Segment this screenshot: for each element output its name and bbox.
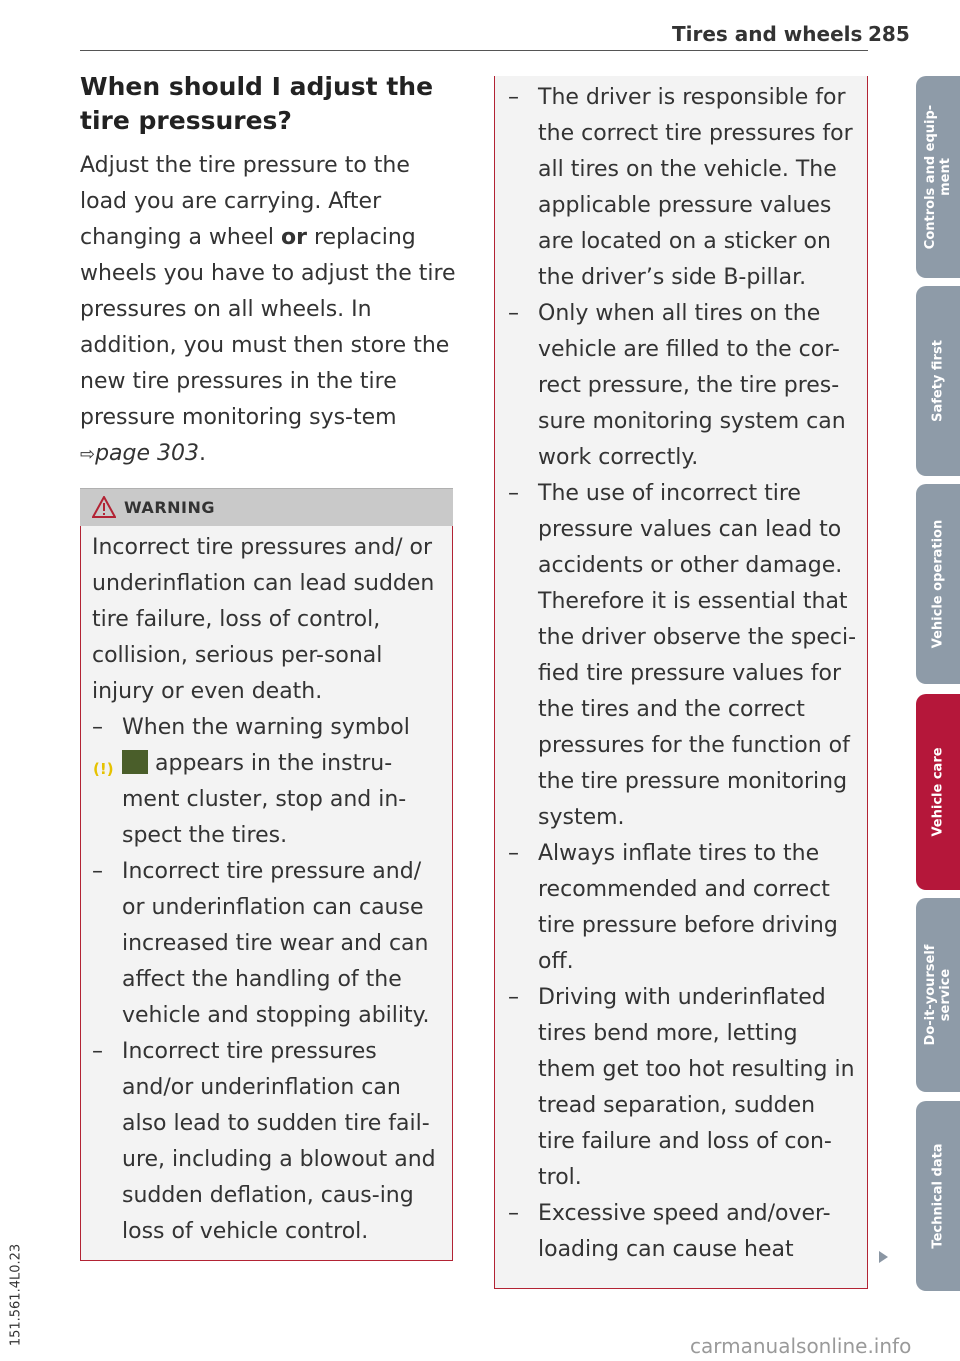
warning-continuation-text: [508, 80, 858, 1268]
warning-triangle-icon: [92, 496, 116, 518]
tab-label-line-1: Controls and equip-: [923, 104, 938, 250]
tab-label: Vehicle operation: [930, 519, 946, 649]
tab-label-line-2: ment: [938, 158, 953, 196]
para-text-2: replacing wheels you have to adjust the tire pressures on all wheels. In addition, you must then store the new tire pressures in the tire pressure monitoring sys-tem: [80, 225, 456, 430]
header-divider: [80, 50, 868, 51]
right-bullet-4: – Always inflate tires to the recommended and correct tire pressure before driving off.: [508, 841, 838, 974]
continued-arrow-icon: [879, 1251, 888, 1263]
right-bullet-1: – The driver is responsible for the correct tire pressures for all tires on the vehicle. The applicable pressure values are located on a sticker on the driver’s side B-pillar.: [508, 85, 853, 290]
intro-paragraph: [80, 148, 460, 473]
right-bullet-4-text: Always inflate tires to the recommended and correct tire pressure before driving off.: [538, 841, 838, 974]
tab-label: [923, 105, 953, 249]
warning-bullet-2-text: Incorrect tire pressure and/ or underinflation can cause increased tire wear and can affect the handling of the vehicle and stopping ability.: [122, 859, 430, 1028]
warning-intro: Incorrect tire pressures and/ or underinflation can lead sudden tire failure, loss of control, collision, serious per-sonal injury or even death.: [92, 535, 435, 704]
warning-header: [80, 488, 453, 527]
tab-safety-first[interactable]: [916, 286, 960, 476]
section-heading: [80, 70, 460, 138]
right-bullet-5-text: Driving with underinflated tires bend more, letting them get too hot resulting in tread separation, sudden tire failure and loss of con-trol.: [538, 985, 855, 1190]
heading-line-1: When should I adjust the: [80, 72, 434, 101]
tab-label: [923, 945, 953, 1046]
document-code-text: 151.561.4L0.23: [8, 1243, 24, 1347]
warning-bullet-1-text-b: appears in the instru-ment cluster, stop and in-spect the tires.: [122, 751, 407, 848]
tab-label: Technical data: [930, 1143, 946, 1249]
running-header-title: Tires and wheels: [672, 22, 863, 46]
para-bold-or: or: [281, 225, 307, 250]
right-bullet-2-text: Only when all tires on the vehicle are filled to the cor-rect pressure, the tire pres-sure monitoring system can work correctly.: [538, 301, 846, 470]
tab-vehicle-care[interactable]: [916, 694, 960, 890]
tab-do-it-yourself-service[interactable]: [916, 898, 960, 1092]
right-bullet-3-text: The use of incorrect tire pressure values can lead to accidents or other damage. Therefore it is essential that the driver observe the speci-fied tire pressure values for the tires and the correct pressures for the function of the tire pressure monitoring system.: [538, 481, 857, 830]
right-bullet-5: – Driving with underinflated tires bend more, letting them get too hot resulting in tread separation, sudden tire failure and loss of con-trol.: [508, 985, 855, 1190]
warning-bullet-3: – Incorrect tire pressures and/or underinflation can also lead to sudden tire fail-ure, including a blowout and sudden deflation, caus-ing loss of vehicle control.: [92, 1039, 436, 1244]
tab-label-line-1: Do-it-yourself: [923, 944, 938, 1046]
left-column: [80, 70, 460, 473]
document-code: [4, 1230, 28, 1360]
tab-label: Vehicle care: [930, 747, 946, 837]
page-link[interactable]: page 303: [95, 441, 200, 466]
warning-label: WARNING: [124, 498, 215, 517]
tab-controls-and-equipment[interactable]: [916, 76, 960, 278]
right-bullet-2: – Only when all tires on the vehicle are filled to the cor-rect pressure, the tire pres-sure monitoring system can work correctly.: [508, 301, 846, 470]
tab-label: Safety first: [930, 340, 946, 422]
warning-bullet-2: – Incorrect tire pressure and/ or underinflation can cause increased tire wear and can affect the handling of the vehicle and stopping ability.: [92, 859, 430, 1028]
right-bullet-6-text: Excessive speed and/over-loading can cause heat: [538, 1201, 831, 1262]
right-bullet-6: – Excessive speed and/over-loading can cause heat: [508, 1201, 831, 1262]
watermark: carmanualsonline.info: [690, 1334, 912, 1358]
tab-vehicle-operation[interactable]: [916, 484, 960, 684]
right-bullet-3: – The use of incorrect tire pressure values can lead to accidents or other damage. Therefore it is essential that the driver observe the speci-fied tire pressure values for the tires and the correct pressures for the function of the tire pressure monitoring system.: [508, 481, 857, 830]
warning-bullet-3-text: Incorrect tire pressures and/or underinflation can also lead to sudden tire fail-ure, including a blowout and sudden deflation, caus-ing loss of vehicle control.: [122, 1039, 436, 1244]
tab-technical-data[interactable]: [916, 1101, 960, 1291]
para-end: .: [199, 441, 207, 466]
tab-label-line-2: service: [938, 968, 953, 1022]
page-link-arrow-icon[interactable]: ⇨: [80, 444, 96, 465]
page-number: 285: [868, 22, 910, 46]
warning-bullet-1: – When the warning symbol (!) appears in the instru-ment cluster, stop and in-spect the tires.: [92, 710, 442, 854]
warning-text: [92, 530, 442, 1250]
right-bullet-1-text: The driver is responsible for the correct tire pressures for all tires on the vehicle. The applicable pressure values are located on a sticker on the driver’s side B-pillar.: [538, 85, 853, 290]
heading-line-2: tire pressures?: [80, 106, 292, 135]
para-text-1: Adjust the tire pressure to the load you are carrying. After changing a wheel: [80, 153, 410, 250]
tire-pressure-warning-icon: [122, 750, 148, 774]
warning-bullet-1-text-a: When the warning symbol: [122, 715, 410, 740]
